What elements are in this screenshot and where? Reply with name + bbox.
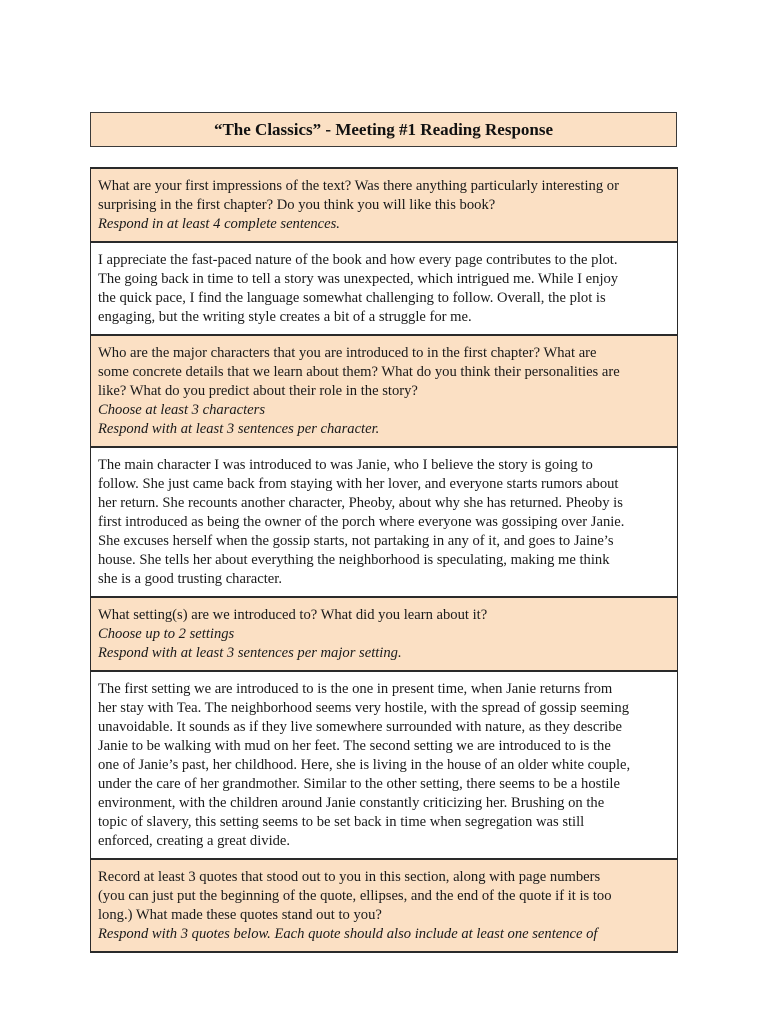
answer-text-line: The main character I was introduced to was Janie, who I believe the story is going to (98, 457, 593, 473)
answer-cell-2[interactable] (90, 446, 678, 597)
question-text-line: long.) What made these quotes stand out to you? (98, 907, 382, 923)
answer-text-line: under the care of her grandmother. Similar to the other setting, there seems to be a hostile (98, 776, 620, 792)
answer-text-line: topic of slavery, this setting seems to be set back in time when segregation was still (98, 814, 585, 830)
answer-text-line: I appreciate the fast-paced nature of the book and how every page contributes to the plot. (98, 252, 618, 268)
question-text-line: like? What do you predict about their role in the story? (98, 383, 418, 399)
answer-cell-1[interactable] (90, 241, 678, 335)
answer-text-line: one of Janie’s past, her childhood. Here, she is living in the house of an older white couple, (98, 757, 631, 773)
answer-text-line: unavoidable. It sounds as if they live somewhere surrounded with nature, as they describe (98, 719, 623, 735)
question-text-line: (you can just put the beginning of the quote, ellipses, and the end of the quote if it is too (98, 888, 612, 904)
answer-text-line: her stay with Tea. The neighborhood seems very hostile, with the spread of gossip seeming (98, 700, 630, 716)
question-text-line: What are your first impressions of the text? Was there anything particularly interesting or (98, 178, 619, 194)
instruction-text-line: Respond with 3 quotes below. Each quote should also include at least one sentence of (98, 926, 598, 942)
answer-text-line: house. She tells her about everything the neighborhood is speculating, making me think (98, 552, 610, 568)
question-text-line: some concrete details that we learn about them? What do you think their personalities are (98, 364, 620, 380)
answer-text-line: follow. She just came back from staying with her lover, and everyone starts rumors about (98, 476, 619, 492)
answer-text-line: the quick pace, I find the language somewhat challenging to follow. Overall, the plot is (98, 290, 606, 306)
instruction-text-line: Choose up to 2 settings (98, 626, 235, 642)
answer-text-line: The first setting we are introduced to is the one in present time, when Janie returns from (98, 681, 613, 697)
instruction-text-line: Respond in at least 4 complete sentences. (98, 216, 340, 232)
question-cell-1 (90, 167, 678, 242)
instruction-text-line: Choose at least 3 characters (98, 402, 266, 418)
instruction-text-line: Respond with at least 3 sentences per major setting. (98, 645, 402, 661)
question-cell-2 (90, 334, 678, 447)
answer-text-line: enforced, creating a great divide. (98, 833, 291, 849)
question-cell-4 (90, 858, 678, 953)
answer-text-line: she is a good trusting character. (98, 571, 282, 587)
answer-text-line: engaging, but the writing style creates a bit of a struggle for me. (98, 309, 472, 325)
page-title: “The Classics” - Meeting #1 Reading Response (213, 119, 554, 139)
reading-response-table (90, 167, 678, 953)
answer-text-line: Janie to be walking with mud on her feet. The second setting we are introduced to is the (98, 738, 611, 754)
question-cell-3 (90, 596, 678, 671)
answer-text-line: The going back in time to tell a story was unexpected, which intrigued me. While I enjoy (98, 271, 619, 287)
answer-text-line: her return. She recounts another character, Pheoby, about why she has returned. Pheoby is (98, 495, 623, 511)
question-text-line: What setting(s) are we introduced to? What did you learn about it? (98, 607, 488, 623)
answer-text-line: first introduced as being the owner of the porch where everyone was gossiping over Janie. (98, 514, 625, 530)
answer-text-line: She excuses herself when the gossip starts, not partaking in any of it, and goes to Jaine’s (98, 533, 614, 549)
question-text-line: Who are the major characters that you are introduced to in the first chapter? What are (98, 345, 597, 361)
question-text-line: Record at least 3 quotes that stood out to you in this section, along with page numbers (98, 869, 601, 885)
answer-cell-3[interactable] (90, 670, 678, 859)
answer-text-line: environment, with the children around Janie constantly criticizing her. Brushing on the (98, 795, 605, 811)
page-title-box (90, 112, 677, 147)
instruction-text-line: Respond with at least 3 sentences per character. (98, 421, 380, 437)
question-text-line: surprising in the first chapter? Do you think you will like this book? (98, 197, 496, 213)
